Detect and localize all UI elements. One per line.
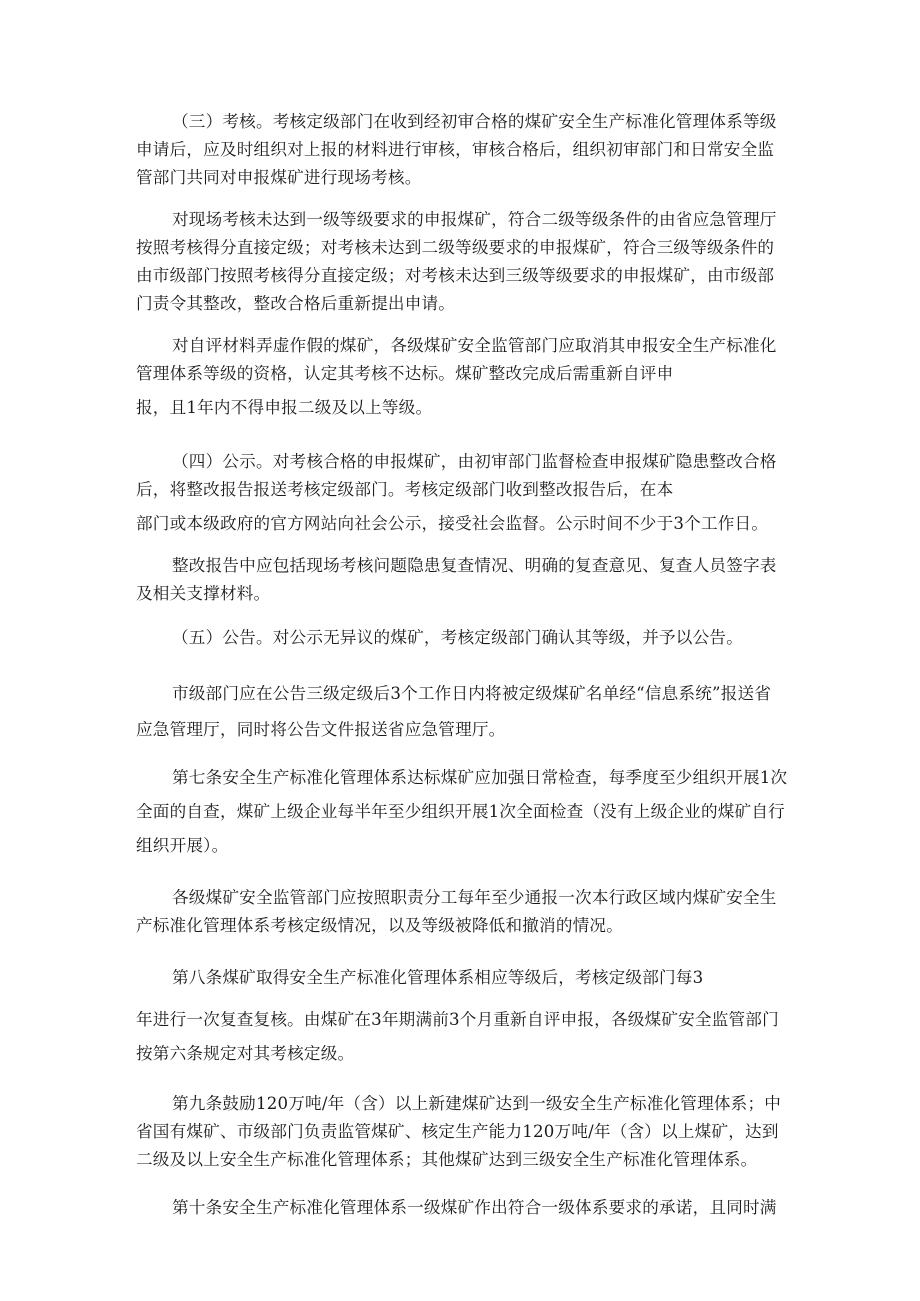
text-line: （五）公告。对公示无异议的煤矿，考核定级部门确认其等级，并予以公告。 xyxy=(172,628,743,647)
text-line: 由市级部门按照考核得分直接定级；对考核未达到三级等级要求的申报煤矿，由市级部 xyxy=(136,266,775,285)
text-line: 全面的自查，煤矿上级企业每半年至少组织开展1次全面检查（没有上级企业的煤矿自行 xyxy=(136,802,785,821)
text-line: 各级煤矿安全监管部门应按照职责分工每年至少通报一次本行政区域内煤矿安全生 xyxy=(172,888,777,907)
text-line: 对自评材料弄虚作假的煤矿，各级煤矿安全监管部门应取消其申报安全生产标准化 xyxy=(172,336,777,355)
text-line: 第八条煤矿取得安全生产标准化管理体系相应等级后，考核定级部门每3 xyxy=(172,968,704,987)
text-line: 管部门共同对申报煤矿进行现场考核。 xyxy=(136,168,422,187)
text-line: 按照考核得分直接定级；对考核未达到二级等级要求的申报煤矿，符合三级等级条件的 xyxy=(136,238,775,257)
text-line: 组织开展）。 xyxy=(136,836,229,855)
text-line: 对现场考核未达到一级等级要求的申报煤矿，符合二级等级条件的由省应急管理厅 xyxy=(172,210,777,229)
text-line: 按第六条规定对其考核定级。 xyxy=(136,1044,355,1063)
text-line: 二级及以上安全生产标准化管理体系；其他煤矿达到三级安全生产标准化管理体系。 xyxy=(136,1150,758,1169)
text-line: 第七条安全生产标准化管理体系达标煤矿应加强日常检查，每季度至少组织开展1次 xyxy=(172,768,788,787)
text-line: 报，且1年内不得申报二级及以上等级。 xyxy=(136,398,433,417)
text-line: （四）公示。对考核合格的申报煤矿，由初审部门监督检查申报煤矿隐患整改合格 xyxy=(172,452,777,471)
text-line: 第九条鼓励120万吨/年（含）以上新建煤矿达到一级安全生产标准化管理体系；中 xyxy=(172,1094,782,1113)
text-line: 后，将整改报告报送考核定级部门。考核定级部门收到整改报告后，在本 xyxy=(136,480,674,499)
text-line: 管理体系等级的资格，认定其考核不达标。煤矿整改完成后需重新自评申 xyxy=(136,364,674,383)
text-line: 整改报告中应包括现场考核问题隐患复查情况、明确的复查意见、复查人员签字表 xyxy=(172,556,777,575)
text-line: 部门或本级政府的官方网站向社会公示，接受社会监督。公示时间不少于3个工作日。 xyxy=(136,514,769,533)
text-line: 应急管理厅，同时将公告文件报送省应急管理厅。 xyxy=(136,720,506,739)
text-line: 年进行一次复查复核。由煤矿在3年期满前3个月重新自评申报，各级煤矿安全监管部门 xyxy=(136,1010,779,1029)
text-line: 产标准化管理体系考核定级情况，以及等级被降低和撤消的情况。 xyxy=(136,916,624,935)
text-line: 门责令其整改，整改合格后重新提出申请。 xyxy=(136,294,456,313)
text-line: 省国有煤矿、市级部门负责监管煤矿、核定生产能力120万吨/年（含）以上煤矿，达到 xyxy=(136,1122,779,1141)
text-line: 及相关支撑材料。 xyxy=(136,584,271,603)
text-line: 第十条安全生产标准化管理体系一级煤矿作出符合一级体系要求的承诺，且同时满 xyxy=(172,1198,777,1217)
text-line: （三）考核。考核定级部门在收到经初审合格的煤矿安全生产标准化管理体系等级 xyxy=(172,112,777,131)
text-line: 市级部门应在公告三级定级后3个工作日内将被定级煤矿名单经“信息系统”报送省 xyxy=(172,684,772,703)
text-line: 申请后，应及时组织对上报的材料进行审核，审核合格后，组织初审部门和日常安全监 xyxy=(136,140,775,159)
